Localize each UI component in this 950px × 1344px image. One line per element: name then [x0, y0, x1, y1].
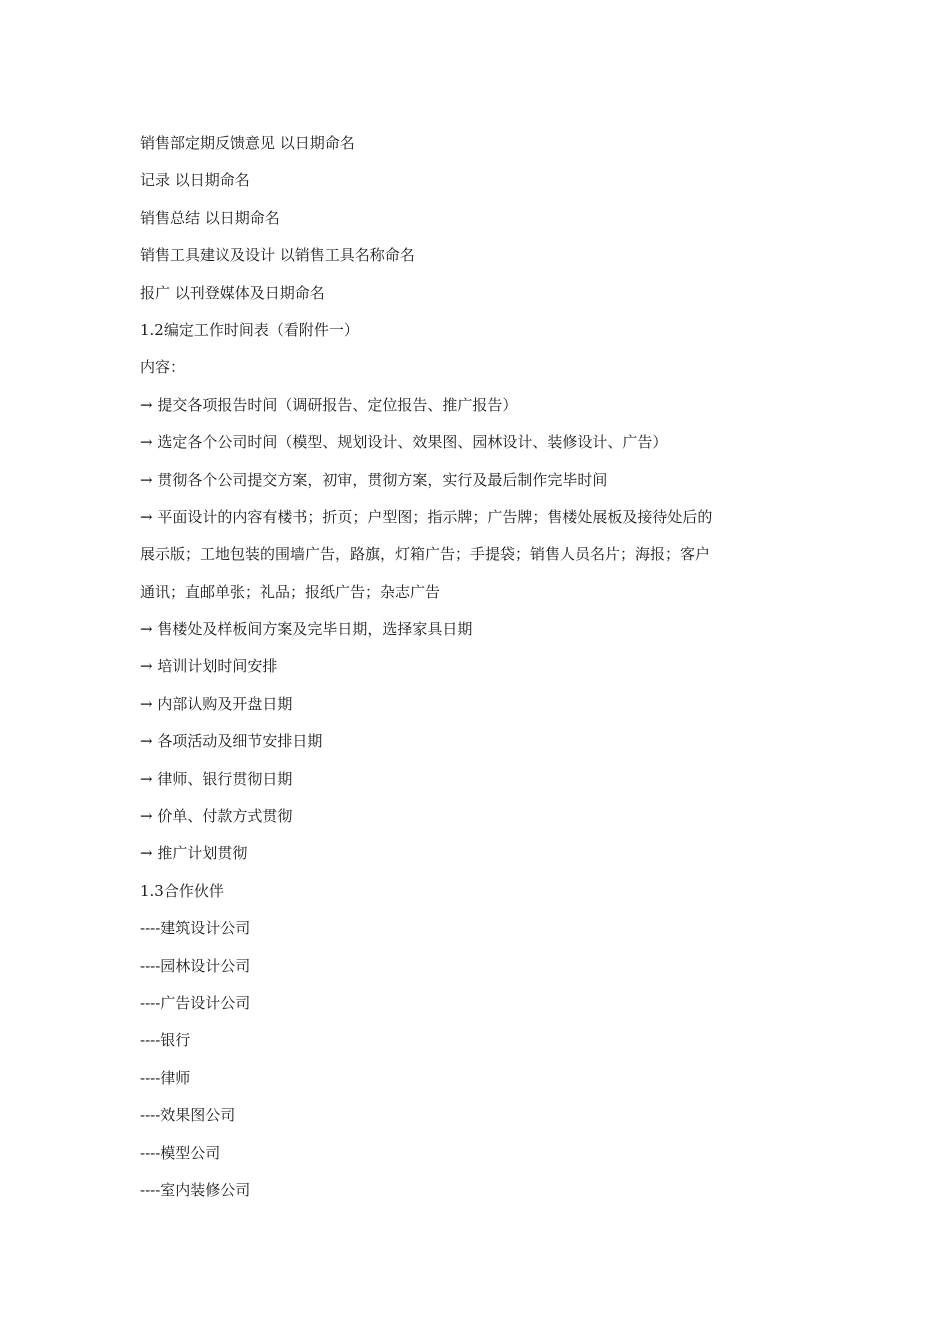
text-line: 销售总结 以日期命名 — [140, 208, 280, 227]
section-heading: 1.3合作伙伴 — [140, 881, 224, 900]
partner-item: ----效果图公司 — [140, 1106, 236, 1125]
text-line: 报广 以刊登媒体及日期命名 — [140, 283, 325, 302]
list-item: → 选定各个公司时间（模型、规划设计、效果图、园林设计、装修设计、广告） — [140, 433, 668, 452]
text-line: 内容： — [140, 358, 186, 377]
partner-item: ----园林设计公司 — [140, 956, 251, 975]
partner-item: ----室内装修公司 — [140, 1180, 251, 1199]
list-item: → 内部认购及开盘日期 — [140, 694, 293, 713]
list-item: → 贯彻各个公司提交方案，初审，贯彻方案，实行及最后制作完毕时间 — [140, 470, 608, 489]
list-item: → 提交各项报告时间（调研报告、定位报告、推广报告） — [140, 395, 518, 414]
text-line: 销售部定期反馈意见 以日期命名 — [140, 134, 355, 152]
list-item: → 价单、付款方式贯彻 — [140, 807, 293, 826]
list-item: → 推广计划贯彻 — [140, 844, 248, 863]
partner-item: ----律师 — [140, 1068, 191, 1087]
list-item-continuation: 通讯；直邮单张；礼品；报纸广告；杂志广告 — [140, 582, 441, 601]
text-line: 记录 以日期命名 — [140, 171, 250, 190]
document-body — [140, 125, 800, 1209]
list-item: → 各项活动及细节安排日期 — [140, 732, 323, 751]
partner-item: ----模型公司 — [140, 1143, 221, 1162]
partner-item: ----银行 — [140, 1031, 191, 1050]
list-item: → 律师、银行贯彻日期 — [140, 769, 293, 788]
list-item-continuation: 展示版；工地包装的围墙广告，路旗，灯箱广告；手提袋；销售人员名片；海报；客户 — [140, 545, 711, 564]
list-item: → 平面设计的内容有楼书；折页；户型图；指示牌；广告牌；售楼处展板及接待处后的 — [140, 507, 713, 526]
list-item: → 售楼处及样板间方案及完毕日期，选择家具日期 — [140, 620, 473, 639]
list-item: → 培训计划时间安排 — [140, 657, 278, 676]
partner-item: ----广告设计公司 — [140, 993, 251, 1012]
partner-item: ----建筑设计公司 — [140, 919, 251, 938]
text-line: 销售工具建议及设计 以销售工具名称命名 — [140, 246, 415, 265]
section-heading: 1.2编定工作时间表（看附件一） — [140, 320, 359, 339]
